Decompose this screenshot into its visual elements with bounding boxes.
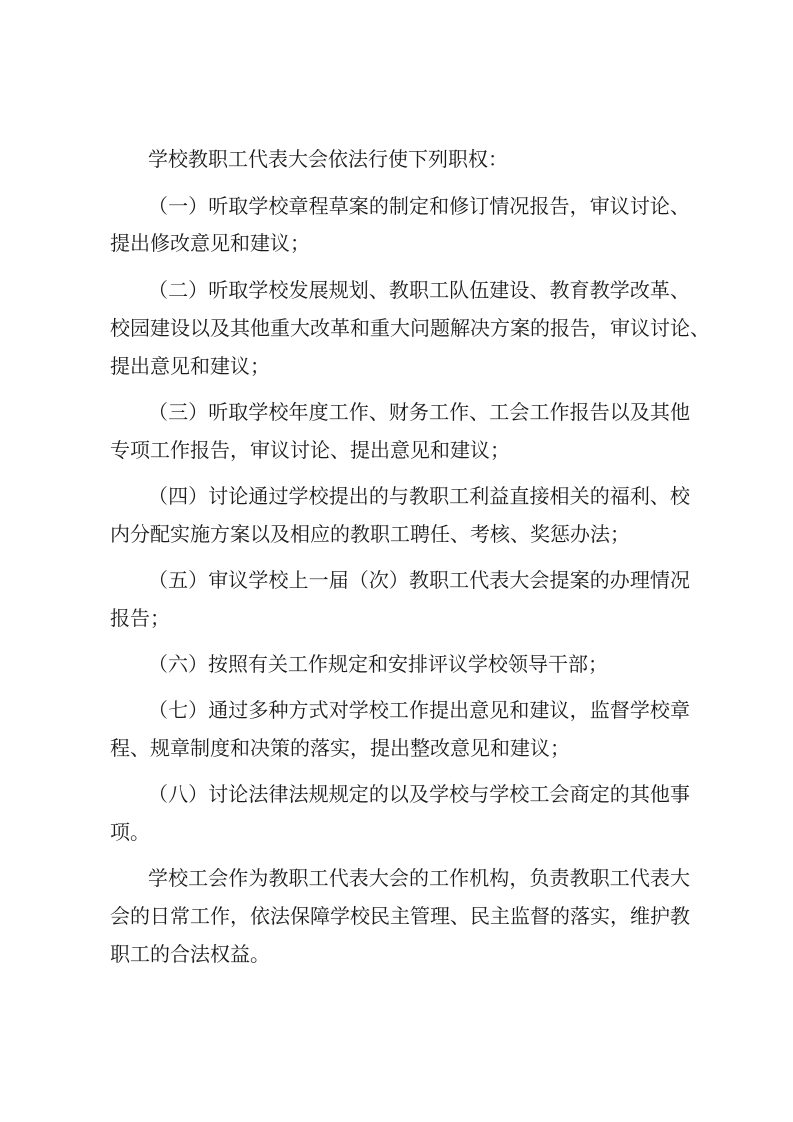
item-5-line-2: 报告； <box>110 606 170 630</box>
item-5-line-1: （五）审议学校上一届（次）教职工代表大会提案的办理情况 <box>148 568 690 592</box>
item-7-line-1: （七）通过多种方式对学校工作提出意见和建议，监督学校章 <box>148 698 690 722</box>
item-6-line-1: （六）按照有关工作规定和安排评议学校领导干部； <box>148 652 608 676</box>
item-2-line-2: 校园建设以及其他重大改革和重大问题解决方案的报告，审议讨论、 <box>110 316 710 340</box>
closing-line-3: 职工的合法权益。 <box>110 942 270 966</box>
item-3-line-1: （三）听取学校年度工作、财务工作、工会工作报告以及其他 <box>148 400 690 424</box>
closing-line-1: 学校工会作为教职工代表大会的工作机构，负责教职工代表大 <box>148 866 690 890</box>
closing-line-2: 会的日常工作，依法保障学校民主管理、民主监督的落实，维护教 <box>110 904 690 928</box>
item-1-line-1: （一）听取学校章程草案的制定和修订情况报告，审议讨论、 <box>148 194 690 218</box>
intro-line: 学校教职工代表大会依法行使下列职权： <box>148 147 508 171</box>
item-2-line-1: （二）听取学校发展规划、教职工队伍建设、教育教学改革、 <box>148 278 690 302</box>
item-4-line-2: 内分配实施方案以及相应的教职工聘任、考核、奖惩办法； <box>110 522 630 546</box>
item-2-line-3: 提出意见和建议； <box>110 354 270 378</box>
item-8-line-1: （八）讨论法律法规规定的以及学校与学校工会商定的其他事 <box>148 782 690 806</box>
item-1-line-2: 提出修改意见和建议； <box>110 231 310 255</box>
item-8-line-2: 项。 <box>110 820 150 844</box>
item-4-line-1: （四）讨论通过学校提出的与教职工利益直接相关的福利、校 <box>148 484 690 508</box>
item-3-line-2: 专项工作报告，审议讨论、提出意见和建议； <box>110 438 510 462</box>
item-7-line-2: 程、规章制度和决策的落实，提出整改意见和建议； <box>110 736 570 760</box>
